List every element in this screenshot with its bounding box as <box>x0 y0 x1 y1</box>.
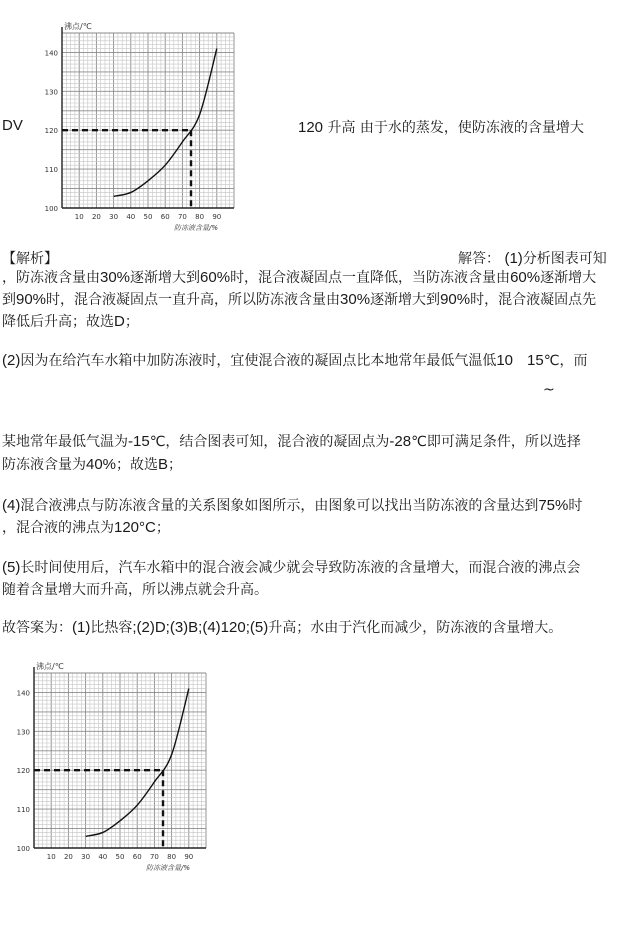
text: ，防冻液含量由 <box>2 270 100 286</box>
answer-choices: DV <box>2 117 23 134</box>
text: 逐渐增大 <box>540 270 597 286</box>
value: 60% <box>510 269 541 286</box>
final-answer-line <box>2 617 562 639</box>
y-tick-label: 110 <box>16 806 30 815</box>
text: 到 <box>2 292 16 308</box>
value: 30% <box>340 291 371 308</box>
p1-line-2 <box>2 289 596 311</box>
q1-marker: (1) <box>504 250 523 267</box>
answer-label-line <box>458 248 607 268</box>
text: 因为在给汽车水箱中加防冻液时，宜使混合液的凝固点比本地常年最低气温低 <box>20 353 497 369</box>
x-tick-label: 90 <box>212 213 222 221</box>
q2-marker: (2) <box>2 352 21 369</box>
x-tick-label: 80 <box>167 853 177 861</box>
y-tick-label: 130 <box>44 88 58 97</box>
value: D <box>114 313 125 330</box>
x-tick-label: 60 <box>132 853 142 861</box>
text: ； <box>155 520 170 536</box>
value: 30% <box>100 269 131 286</box>
value: 90% <box>16 291 47 308</box>
value: 60% <box>200 269 231 286</box>
q4-marker: (4) <box>2 497 21 514</box>
p4-line-2 <box>2 517 170 539</box>
value: 120°C <box>114 519 156 536</box>
y-tick-label: 120 <box>44 127 58 136</box>
answer-q4-value: 120 <box>298 119 324 136</box>
y-tick-label: 100 <box>44 205 58 213</box>
answer-label: 解答： <box>458 251 500 267</box>
x-tick-label: 30 <box>81 853 91 861</box>
boiling-point-chart-top <box>30 20 266 238</box>
text: 随着含量增大而升高，所以沸点就会升高。 <box>2 582 268 598</box>
y-tick-label: 110 <box>44 166 58 175</box>
text: ℃，而 <box>543 353 588 369</box>
value: 90% <box>440 291 471 308</box>
value: -15 <box>128 433 150 450</box>
value: 75% <box>538 497 569 514</box>
text: 时，混合液凝固点一直降低，当防冻液含量由 <box>230 270 511 286</box>
value: -28 <box>389 433 412 450</box>
x-tick-label: 70 <box>177 213 187 221</box>
p2-line-1 <box>2 350 587 372</box>
p1-line-3 <box>2 311 139 333</box>
text: 时，混合液凝固点先 <box>470 292 597 308</box>
text: 长时间使用后，汽车水箱中的混合液会减少就会导致防冻液的含量增大，而混合液的沸点会 <box>20 560 581 576</box>
text: 防冻液含量为 <box>2 457 86 473</box>
answer-q4-q5 <box>298 117 584 137</box>
x-tick-label: 10 <box>74 213 84 221</box>
y-tick-label: 130 <box>16 728 30 737</box>
x-axis-label: 防冻液含量/% <box>146 864 191 872</box>
p4-line-1 <box>2 495 582 517</box>
y-tick-label: 140 <box>16 689 30 698</box>
x-axis-label: 防冻液含量/% <box>174 224 219 232</box>
text: 某地常年最低气温为 <box>2 434 128 450</box>
text: 时，混合液凝固点一直升高，所以防冻液含量由 <box>46 292 341 308</box>
answer-q5-text: 升高 由于水的蒸发，使防冻液的含量增大 <box>327 120 584 136</box>
p5-line-2 <box>2 579 268 601</box>
value: 10 <box>496 352 514 369</box>
x-tick-label: 40 <box>126 213 136 221</box>
x-tick-label: 30 <box>109 213 119 221</box>
x-tick-label: 70 <box>149 853 159 861</box>
y-axis-label: 沸点/℃ <box>64 22 92 31</box>
text: ； <box>124 314 139 330</box>
text: 升高；水由于汽化而减少，防冻液的含量增大。 <box>268 620 563 636</box>
text: ，混合液的沸点为 <box>2 520 114 536</box>
text: 逐渐增大到 <box>370 292 441 308</box>
p3-line-1 <box>2 431 581 453</box>
x-tick-label: 20 <box>63 853 73 861</box>
y-tick-label: 140 <box>44 49 58 58</box>
text: 逐渐增大到 <box>130 270 201 286</box>
p1-line-1 <box>2 267 596 289</box>
x-tick-label: 60 <box>160 213 170 221</box>
y-tick-label: 120 <box>16 767 30 776</box>
text: ℃即可满足条件，所以选择 <box>411 434 581 450</box>
text: ；故选 <box>116 457 159 473</box>
x-tick-label: 50 <box>143 213 153 221</box>
text: 降低后升高；故选 <box>2 314 114 330</box>
range-tilde: ~ <box>543 382 555 398</box>
value: ;(2)D;(3)B;(4)120;(5) <box>132 619 269 636</box>
y-axis-label: 沸点/℃ <box>36 662 64 671</box>
text: 混合液沸点与防冻液含量的关系图象如图所示，由图象可以找出当防冻液的含量达到 <box>20 498 539 514</box>
text: 时 <box>568 498 583 514</box>
q5-marker: (5) <box>2 559 21 576</box>
text: ； <box>168 457 183 473</box>
x-tick-label: 80 <box>195 213 205 221</box>
value: 40% <box>86 456 117 473</box>
x-tick-label: 40 <box>98 853 108 861</box>
text: 比热容 <box>90 620 133 636</box>
x-tick-label: 10 <box>46 853 56 861</box>
text: ℃，结合图表可知，混合液的凝固点为 <box>149 434 390 450</box>
q1-lead: 分析图表可知 <box>522 251 607 267</box>
analysis-heading: 【解析】 <box>2 251 58 267</box>
y-tick-label: 100 <box>16 845 30 853</box>
text: 故答案为： <box>2 620 72 636</box>
value: (1) <box>72 619 91 636</box>
p3-line-2 <box>2 454 182 476</box>
x-tick-label: 90 <box>184 853 194 861</box>
value: B <box>158 456 169 473</box>
value: 15 <box>527 352 544 369</box>
x-tick-label: 20 <box>91 213 101 221</box>
p5-line-1 <box>2 557 580 579</box>
x-tick-label: 50 <box>115 853 125 861</box>
boiling-point-chart-bottom <box>2 660 238 878</box>
